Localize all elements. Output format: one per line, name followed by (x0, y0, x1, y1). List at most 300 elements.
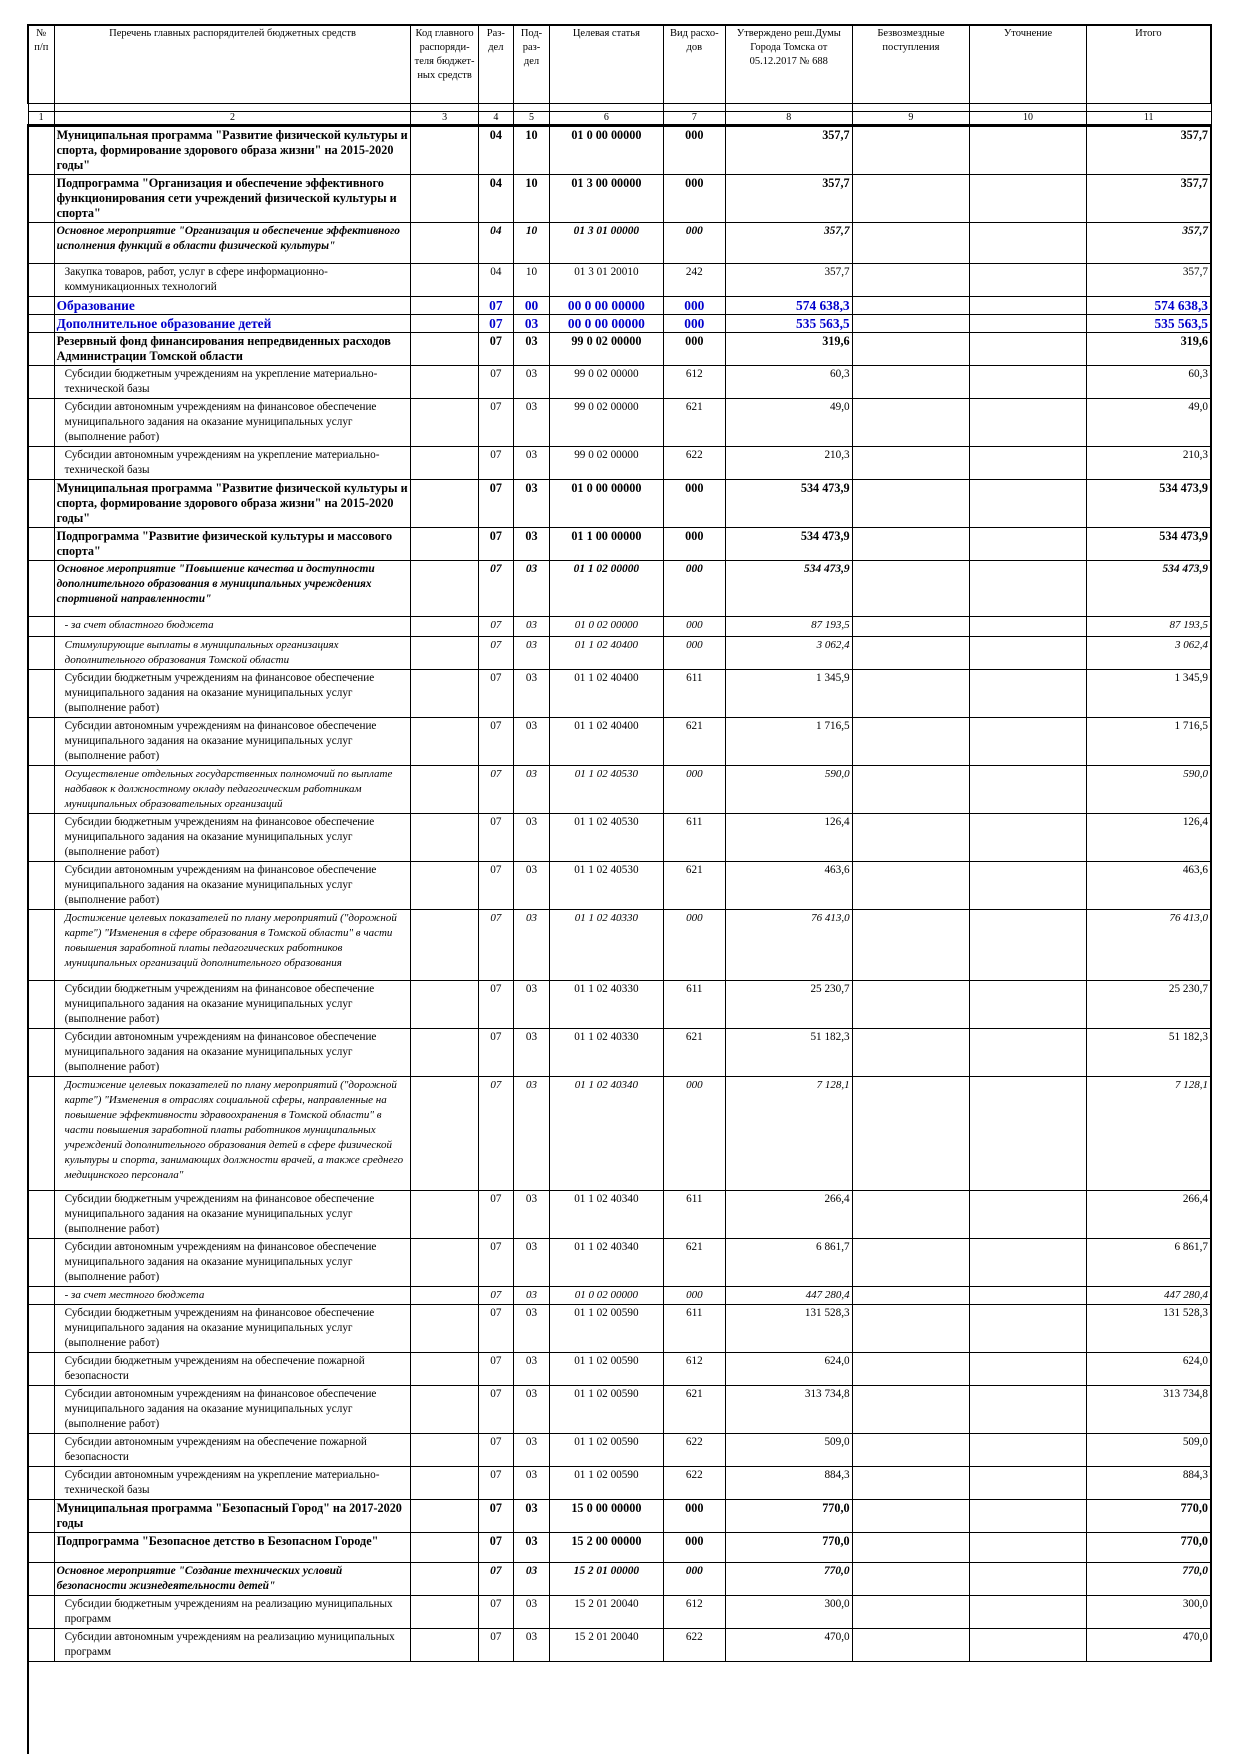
row-adjustment-cell (970, 1238, 1087, 1286)
row-number-cell (28, 1286, 54, 1304)
row-number-cell (28, 174, 54, 222)
row-number-cell (28, 1628, 54, 1661)
row-code-cell (411, 446, 478, 479)
row-razdel-cell: 07 (478, 296, 513, 314)
row-code-cell (411, 765, 478, 813)
row-target-article-cell: 15 2 01 20040 (550, 1595, 664, 1628)
table-row (28, 1352, 1211, 1385)
row-grants-cell (852, 765, 970, 813)
row-expense-type-cell: 000 (663, 1532, 725, 1562)
row-total-cell: 3 062,4 (1086, 636, 1211, 669)
row-target-article-cell: 01 0 00 00000 (550, 479, 664, 527)
row-target-article-cell: 99 0 02 00000 (550, 365, 664, 398)
row-expense-type-cell: 621 (663, 398, 725, 446)
table-row (28, 1076, 1211, 1190)
row-code-cell (411, 1028, 478, 1076)
row-number-cell (28, 1433, 54, 1466)
row-razdel-cell: 07 (478, 332, 513, 365)
row-podrazdel-cell: 03 (513, 861, 549, 909)
row-podrazdel-cell: 03 (513, 560, 549, 616)
row-total-cell: 319,6 (1086, 332, 1211, 365)
row-target-article-cell: 01 1 02 00590 (550, 1352, 664, 1385)
row-target-article-cell: 00 0 00 00000 (550, 296, 664, 314)
row-adjustment-cell (970, 1499, 1087, 1532)
row-code-cell (411, 174, 478, 222)
row-podrazdel-cell: 03 (513, 1385, 549, 1433)
row-expense-type-cell: 621 (663, 861, 725, 909)
row-podrazdel-cell: 03 (513, 479, 549, 527)
row-podrazdel-cell: 10 (513, 263, 549, 296)
row-target-article-cell: 01 1 02 40530 (550, 861, 664, 909)
row-number-cell (28, 1028, 54, 1076)
row-grants-cell (852, 717, 970, 765)
row-podrazdel-cell: 03 (513, 365, 549, 398)
column-number: 1 (28, 111, 54, 125)
row-grants-cell (852, 1562, 970, 1595)
row-code-cell (411, 1238, 478, 1286)
row-name-cell: Субсидии автономным учреждениям на финансовое обеспечение муниципального задания на оказание муниципальных услуг (выполнение работ) (54, 1385, 411, 1433)
row-grants-cell (852, 1286, 970, 1304)
row-expense-type-cell: 000 (663, 174, 725, 222)
table-row (28, 296, 1211, 314)
row-code-cell (411, 125, 478, 174)
row-name-cell: Субсидии автономным учреждениям на укрепление материально-технической базы (54, 446, 411, 479)
row-code-cell (411, 1352, 478, 1385)
row-razdel-cell: 07 (478, 446, 513, 479)
row-total-cell: 87 193,5 (1086, 616, 1211, 636)
row-razdel-cell: 07 (478, 1352, 513, 1385)
row-number-cell (28, 1562, 54, 1595)
row-razdel-cell: 07 (478, 1499, 513, 1532)
table-row (28, 479, 1211, 527)
row-code-cell (411, 222, 478, 263)
row-approved-cell: 3 062,4 (725, 636, 852, 669)
row-razdel-cell: 07 (478, 1190, 513, 1238)
table-row (28, 1190, 1211, 1238)
row-name-cell: - за счет областного бюджета (54, 616, 411, 636)
row-adjustment-cell (970, 222, 1087, 263)
row-code-cell (411, 1433, 478, 1466)
row-podrazdel-cell: 03 (513, 1352, 549, 1385)
row-total-cell: 770,0 (1086, 1562, 1211, 1595)
row-expense-type-cell: 612 (663, 1352, 725, 1385)
row-number-cell (28, 125, 54, 174)
row-number-cell (28, 669, 54, 717)
row-approved-cell: 126,4 (725, 813, 852, 861)
row-podrazdel-cell: 03 (513, 1499, 549, 1532)
row-adjustment-cell (970, 861, 1087, 909)
table-row (28, 222, 1211, 263)
row-grants-cell (852, 1352, 970, 1385)
table-row (28, 717, 1211, 765)
row-code-cell (411, 1532, 478, 1562)
row-code-cell (411, 560, 478, 616)
table-row (28, 669, 1211, 717)
row-total-cell: 534 473,9 (1086, 479, 1211, 527)
table-row (28, 1595, 1211, 1628)
header-row (28, 25, 1211, 103)
row-code-cell (411, 909, 478, 980)
row-expense-type-cell: 622 (663, 1433, 725, 1466)
row-name-cell: Субсидии автономным учреждениям на укрепление материально-технической базы (54, 1466, 411, 1499)
row-number-cell (28, 980, 54, 1028)
row-number-cell (28, 616, 54, 636)
row-name-cell: Субсидии автономным учреждениям на реализацию муниципальных программ (54, 1628, 411, 1661)
row-grants-cell (852, 1028, 970, 1076)
row-number-cell (28, 861, 54, 909)
row-expense-type-cell: 000 (663, 616, 725, 636)
row-number-cell (28, 1532, 54, 1562)
row-grants-cell (852, 980, 970, 1028)
row-razdel-cell: 07 (478, 1595, 513, 1628)
table-row (28, 861, 1211, 909)
row-number-cell (28, 263, 54, 296)
row-code-cell (411, 1190, 478, 1238)
row-target-article-cell: 01 1 02 00590 (550, 1385, 664, 1433)
row-grants-cell (852, 1628, 970, 1661)
row-code-cell (411, 1562, 478, 1595)
row-razdel-cell: 04 (478, 174, 513, 222)
row-approved-cell: 509,0 (725, 1433, 852, 1466)
row-approved-cell: 357,7 (725, 222, 852, 263)
row-adjustment-cell (970, 398, 1087, 446)
row-name-cell: - за счет местного бюджета (54, 1286, 411, 1304)
row-adjustment-cell (970, 174, 1087, 222)
table-row (28, 1499, 1211, 1532)
table-row (28, 398, 1211, 446)
row-adjustment-cell (970, 527, 1087, 560)
table-row (28, 174, 1211, 222)
row-code-cell (411, 1499, 478, 1532)
row-grants-cell (852, 365, 970, 398)
header-total: Итого (1086, 25, 1211, 103)
row-grants-cell (852, 174, 970, 222)
row-name-cell: Резервный фонд финансирования непредвиденных расходов Администрации Томской области (54, 332, 411, 365)
row-expense-type-cell: 611 (663, 980, 725, 1028)
table-row (28, 1385, 1211, 1433)
row-number-cell (28, 1190, 54, 1238)
row-number-cell (28, 479, 54, 527)
table-row (28, 314, 1211, 332)
row-number-cell (28, 560, 54, 616)
row-target-article-cell: 01 1 02 40530 (550, 765, 664, 813)
row-podrazdel-cell: 03 (513, 1028, 549, 1076)
row-approved-cell: 534 473,9 (725, 479, 852, 527)
table-header (28, 25, 1211, 125)
row-total-cell: 266,4 (1086, 1190, 1211, 1238)
row-total-cell: 447 280,4 (1086, 1286, 1211, 1304)
budget-sheet (27, 24, 1212, 1662)
row-podrazdel-cell: 00 (513, 296, 549, 314)
row-target-article-cell: 99 0 02 00000 (550, 446, 664, 479)
column-number: 5 (513, 111, 549, 125)
row-name-cell: Субсидии автономным учреждениям на финансовое обеспечение муниципального задания на оказание муниципальных услуг (выполнение работ) (54, 1028, 411, 1076)
row-podrazdel-cell: 03 (513, 332, 549, 365)
row-podrazdel-cell: 03 (513, 669, 549, 717)
row-code-cell (411, 1466, 478, 1499)
row-name-cell: Субсидии бюджетным учреждениям на укрепление материально-технической базы (54, 365, 411, 398)
row-expense-type-cell: 000 (663, 1286, 725, 1304)
row-expense-type-cell: 000 (663, 909, 725, 980)
row-target-article-cell: 01 1 02 40400 (550, 669, 664, 717)
row-approved-cell: 76 413,0 (725, 909, 852, 980)
row-name-cell: Субсидии бюджетным учреждениям на финансовое обеспечение муниципального задания на оказание муниципальных услуг (выполнение работ) (54, 1304, 411, 1352)
row-expense-type-cell: 000 (663, 479, 725, 527)
row-adjustment-cell (970, 1076, 1087, 1190)
row-expense-type-cell: 000 (663, 765, 725, 813)
row-adjustment-cell (970, 980, 1087, 1028)
row-total-cell: 126,4 (1086, 813, 1211, 861)
table-row (28, 765, 1211, 813)
row-target-article-cell: 01 1 02 00590 (550, 1304, 664, 1352)
row-razdel-cell: 07 (478, 1076, 513, 1190)
row-razdel-cell: 04 (478, 222, 513, 263)
row-number-cell (28, 222, 54, 263)
row-name-cell: Основное мероприятие "Повышение качества и доступности дополнительного образования в муниципальных учреждениях спортивной направленности" (54, 560, 411, 616)
column-number: 8 (725, 111, 852, 125)
row-grants-cell (852, 861, 970, 909)
row-razdel-cell: 04 (478, 263, 513, 296)
row-total-cell: 313 734,8 (1086, 1385, 1211, 1433)
table-row (28, 813, 1211, 861)
table-row (28, 636, 1211, 669)
table-row (28, 263, 1211, 296)
row-name-cell: Субсидии бюджетным учреждениям на финансовое обеспечение муниципального задания на оказание муниципальных услуг (выполнение работ) (54, 669, 411, 717)
row-adjustment-cell (970, 560, 1087, 616)
row-podrazdel-cell: 03 (513, 1304, 549, 1352)
row-expense-type-cell: 621 (663, 1385, 725, 1433)
row-code-cell (411, 1286, 478, 1304)
row-podrazdel-cell: 03 (513, 980, 549, 1028)
row-number-cell (28, 1304, 54, 1352)
row-number-cell (28, 332, 54, 365)
row-name-cell: Субсидии бюджетным учреждениям на обеспечение пожарной безопасности (54, 1352, 411, 1385)
row-razdel-cell: 07 (478, 636, 513, 669)
row-total-cell: 534 473,9 (1086, 527, 1211, 560)
row-approved-cell: 210,3 (725, 446, 852, 479)
row-approved-cell: 266,4 (725, 1190, 852, 1238)
row-target-article-cell: 15 2 00 00000 (550, 1532, 664, 1562)
row-approved-cell: 319,6 (725, 332, 852, 365)
row-grants-cell (852, 1076, 970, 1190)
row-target-article-cell: 01 0 02 00000 (550, 616, 664, 636)
row-adjustment-cell (970, 1190, 1087, 1238)
row-expense-type-cell: 000 (663, 636, 725, 669)
row-name-cell: Субсидии бюджетным учреждениям на реализацию муниципальных программ (54, 1595, 411, 1628)
row-total-cell: 300,0 (1086, 1595, 1211, 1628)
row-expense-type-cell: 000 (663, 1499, 725, 1532)
row-grants-cell (852, 1304, 970, 1352)
row-podrazdel-cell: 03 (513, 446, 549, 479)
row-target-article-cell: 99 0 02 00000 (550, 398, 664, 446)
row-podrazdel-cell: 10 (513, 174, 549, 222)
row-razdel-cell: 07 (478, 669, 513, 717)
row-adjustment-cell (970, 365, 1087, 398)
header-grants: Безвозмездные поступления (852, 25, 970, 103)
row-target-article-cell: 99 0 02 00000 (550, 332, 664, 365)
row-code-cell (411, 980, 478, 1028)
table-row (28, 365, 1211, 398)
column-number-row (28, 111, 1211, 125)
row-grants-cell (852, 527, 970, 560)
row-code-cell (411, 365, 478, 398)
row-code-cell (411, 1595, 478, 1628)
row-name-cell: Достижение целевых показателей по плану мероприятий ("дорожной карте") "Изменения в отраслях социальной сферы, направленные на повышение эффективности здравоохранения в Томской области" в части повышения заработной платы работников муниципальных учреждений дополнительного образования детей в сфере физической культуры и спорта, занимающих должности врачей, а также среднего медицинского персонала" (54, 1076, 411, 1190)
table-row (28, 980, 1211, 1028)
row-total-cell: 770,0 (1086, 1532, 1211, 1562)
column-number: 6 (550, 111, 664, 125)
row-number-cell (28, 636, 54, 669)
row-name-cell: Муниципальная программа "Безопасный Город" на 2017-2020 годы (54, 1499, 411, 1532)
table-row (28, 1028, 1211, 1076)
row-total-cell: 49,0 (1086, 398, 1211, 446)
row-target-article-cell: 15 2 01 00000 (550, 1562, 664, 1595)
row-razdel-cell: 07 (478, 1304, 513, 1352)
row-grants-cell (852, 1532, 970, 1562)
row-grants-cell (852, 125, 970, 174)
header-adjustment: Уточнение (970, 25, 1087, 103)
row-podrazdel-cell: 03 (513, 1532, 549, 1562)
row-razdel-cell: 04 (478, 125, 513, 174)
row-total-cell: 131 528,3 (1086, 1304, 1211, 1352)
row-approved-cell: 51 182,3 (725, 1028, 852, 1076)
row-grants-cell (852, 813, 970, 861)
row-podrazdel-cell: 03 (513, 1595, 549, 1628)
column-number: 11 (1086, 111, 1211, 125)
row-razdel-cell: 07 (478, 479, 513, 527)
row-razdel-cell: 07 (478, 398, 513, 446)
row-adjustment-cell (970, 1562, 1087, 1595)
row-grants-cell (852, 1466, 970, 1499)
row-total-cell: 624,0 (1086, 1352, 1211, 1385)
row-code-cell (411, 332, 478, 365)
row-approved-cell: 535 563,5 (725, 314, 852, 332)
row-grants-cell (852, 222, 970, 263)
row-razdel-cell: 07 (478, 1028, 513, 1076)
table-row (28, 1466, 1211, 1499)
row-target-article-cell: 01 1 02 40530 (550, 813, 664, 861)
row-adjustment-cell (970, 717, 1087, 765)
row-approved-cell: 87 193,5 (725, 616, 852, 636)
row-approved-cell: 770,0 (725, 1532, 852, 1562)
row-adjustment-cell (970, 765, 1087, 813)
row-approved-cell: 131 528,3 (725, 1304, 852, 1352)
row-podrazdel-cell: 03 (513, 813, 549, 861)
row-adjustment-cell (970, 1304, 1087, 1352)
row-approved-cell: 300,0 (725, 1595, 852, 1628)
row-name-cell: Подпрограмма "Развитие физической культуры и массового спорта" (54, 527, 411, 560)
table-row (28, 446, 1211, 479)
row-adjustment-cell (970, 314, 1087, 332)
row-number-cell (28, 1076, 54, 1190)
row-target-article-cell: 01 1 02 00000 (550, 560, 664, 616)
row-podrazdel-cell: 10 (513, 125, 549, 174)
row-grants-cell (852, 446, 970, 479)
row-adjustment-cell (970, 446, 1087, 479)
row-target-article-cell: 15 2 01 20040 (550, 1628, 664, 1661)
row-number-cell (28, 1499, 54, 1532)
row-total-cell: 6 861,7 (1086, 1238, 1211, 1286)
row-podrazdel-cell: 03 (513, 1238, 549, 1286)
row-target-article-cell: 01 0 00 00000 (550, 125, 664, 174)
table-body (28, 125, 1211, 1661)
row-grants-cell (852, 398, 970, 446)
table-row (28, 560, 1211, 616)
header-name: Перечень главных распорядителей бюджетных средств (54, 25, 411, 103)
row-approved-cell: 590,0 (725, 765, 852, 813)
row-grants-cell (852, 1190, 970, 1238)
column-number: 10 (970, 111, 1087, 125)
row-target-article-cell: 15 0 00 00000 (550, 1499, 664, 1532)
row-approved-cell: 574 638,3 (725, 296, 852, 314)
row-total-cell: 470,0 (1086, 1628, 1211, 1661)
row-total-cell: 535 563,5 (1086, 314, 1211, 332)
row-podrazdel-cell: 03 (513, 314, 549, 332)
header-spacer-row (28, 103, 1211, 111)
row-approved-cell: 470,0 (725, 1628, 852, 1661)
row-name-cell: Достижение целевых показателей по плану мероприятий ("дорожной карте") "Изменения в сфере образования в Томской области" в части повышения заработной платы педагогических работников муниципальных организаций дополнительного образования (54, 909, 411, 980)
row-grants-cell (852, 616, 970, 636)
row-code-cell (411, 314, 478, 332)
row-approved-cell: 60,3 (725, 365, 852, 398)
row-approved-cell: 624,0 (725, 1352, 852, 1385)
column-number: 4 (478, 111, 513, 125)
row-total-cell: 357,7 (1086, 125, 1211, 174)
row-name-cell: Подпрограмма "Организация и обеспечение эффективного функционирования сети учреждений физической культуры и спорта" (54, 174, 411, 222)
row-grants-cell (852, 669, 970, 717)
row-expense-type-cell: 000 (663, 1076, 725, 1190)
row-approved-cell: 6 861,7 (725, 1238, 852, 1286)
row-name-cell: Муниципальная программа "Развитие физической культуры и спорта, формирование здорового образа жизни" на 2015-2020 годы" (54, 125, 411, 174)
row-approved-cell: 884,3 (725, 1466, 852, 1499)
row-name-cell: Основное мероприятие "Создание технических условий безопасности жизнедеятельности детей" (54, 1562, 411, 1595)
header-razdel: Раз-дел (478, 25, 513, 103)
row-target-article-cell: 01 1 02 40330 (550, 909, 664, 980)
row-podrazdel-cell: 03 (513, 717, 549, 765)
row-podrazdel-cell: 03 (513, 616, 549, 636)
row-name-cell: Субсидии автономным учреждениям на финансовое обеспечение муниципального задания на оказание муниципальных услуг (выполнение работ) (54, 861, 411, 909)
row-razdel-cell: 07 (478, 813, 513, 861)
row-grants-cell (852, 296, 970, 314)
row-code-cell (411, 527, 478, 560)
row-approved-cell: 463,6 (725, 861, 852, 909)
row-name-cell: Субсидии бюджетным учреждениям на финансовое обеспечение муниципального задания на оказание муниципальных услуг (выполнение работ) (54, 980, 411, 1028)
row-name-cell: Субсидии бюджетным учреждениям на финансовое обеспечение муниципального задания на оказание муниципальных услуг (выполнение работ) (54, 1190, 411, 1238)
row-expense-type-cell: 000 (663, 125, 725, 174)
row-adjustment-cell (970, 1628, 1087, 1661)
row-podrazdel-cell: 03 (513, 1562, 549, 1595)
row-adjustment-cell (970, 1352, 1087, 1385)
row-total-cell: 590,0 (1086, 765, 1211, 813)
row-number-cell (28, 1238, 54, 1286)
row-razdel-cell: 07 (478, 1466, 513, 1499)
row-razdel-cell: 07 (478, 616, 513, 636)
row-grants-cell (852, 1595, 970, 1628)
table-row (28, 1286, 1211, 1304)
row-number-cell (28, 446, 54, 479)
row-expense-type-cell: 621 (663, 1028, 725, 1076)
row-razdel-cell: 07 (478, 1385, 513, 1433)
header-approved: Утверждено реш.Думы Города Томска от 05.12.2017 № 688 (725, 25, 852, 103)
row-razdel-cell: 07 (478, 560, 513, 616)
row-razdel-cell: 07 (478, 1628, 513, 1661)
row-code-cell (411, 398, 478, 446)
row-total-cell: 357,7 (1086, 222, 1211, 263)
row-approved-cell: 770,0 (725, 1562, 852, 1595)
table-row (28, 125, 1211, 174)
row-grants-cell (852, 1433, 970, 1466)
row-number-cell (28, 365, 54, 398)
